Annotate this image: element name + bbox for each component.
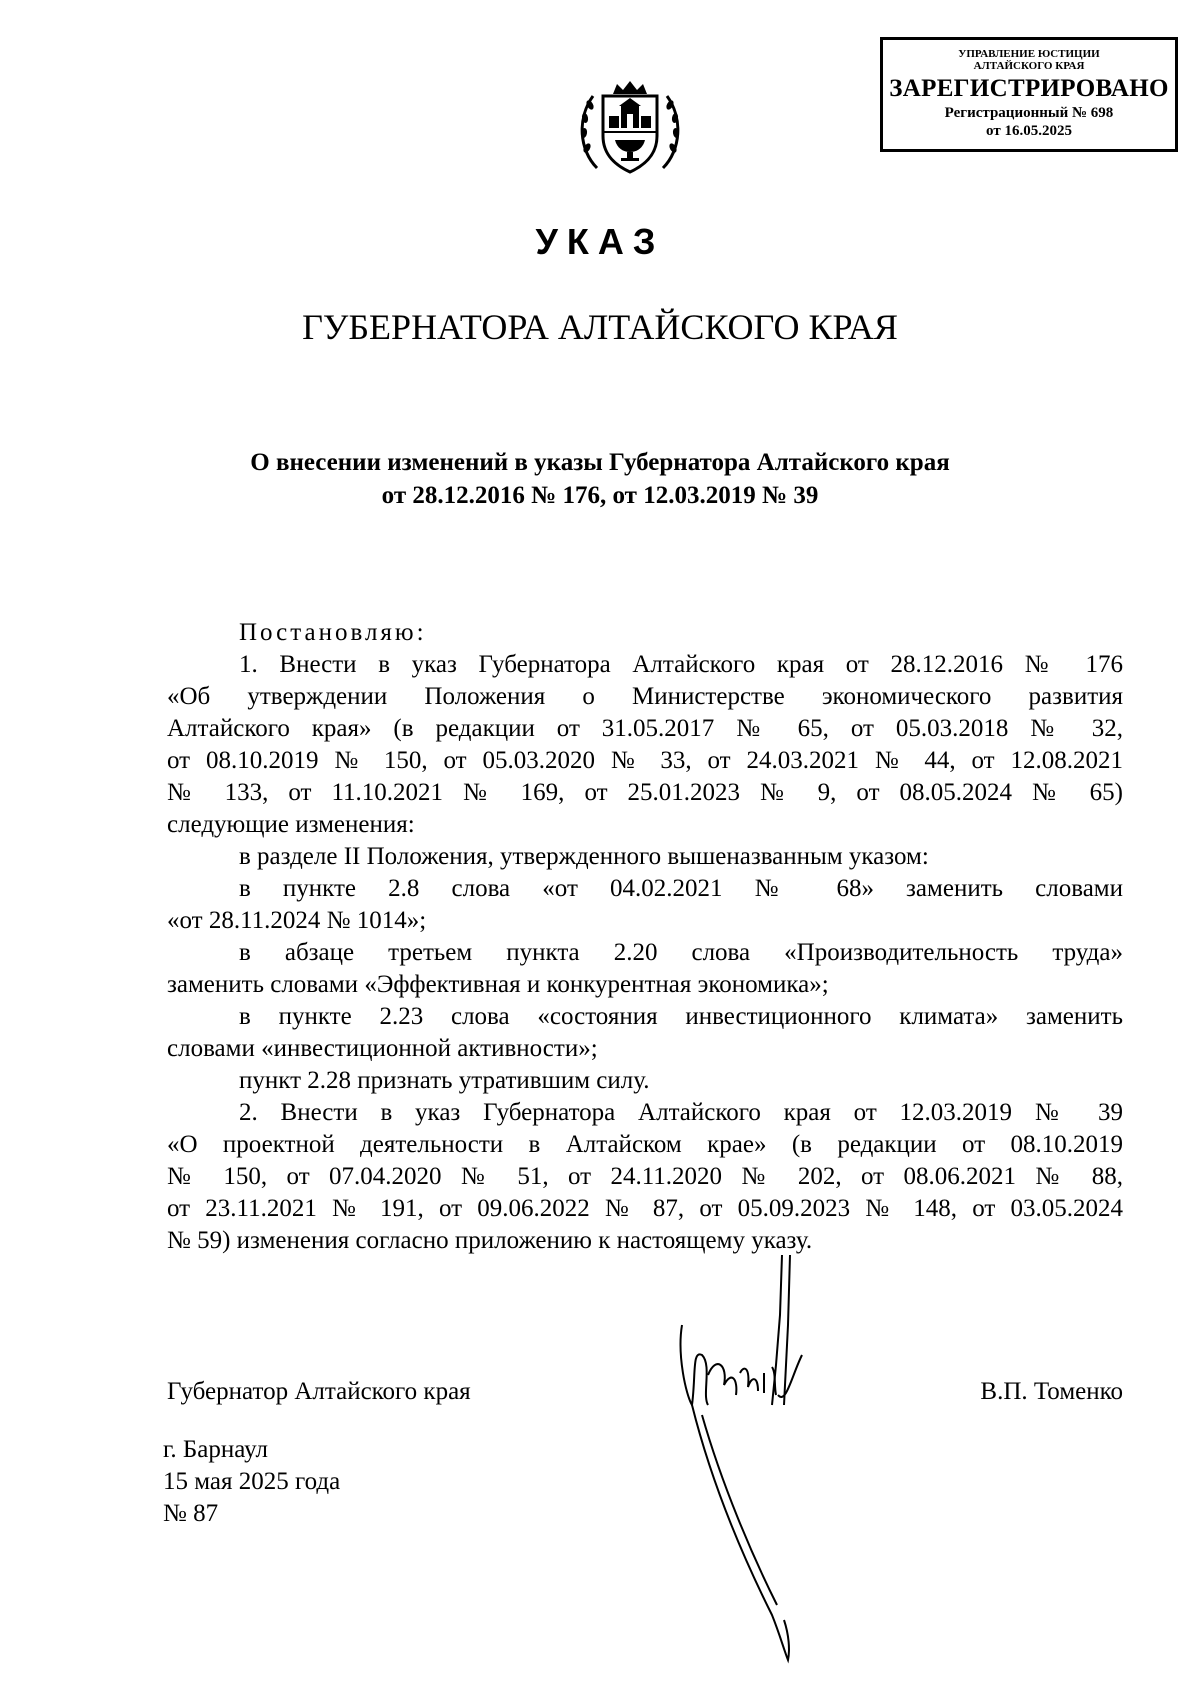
signatory-name: В.П. Томенко [980, 1378, 1123, 1405]
stamp-reg-number: Регистрационный № 698 [944, 105, 1114, 121]
stamp-reg-date: от 16.05.2025 [986, 123, 1072, 139]
body-line: в пункте 2.23 слова «состояния инвестиционного климата» заменить [239, 1003, 1123, 1030]
body-line: Постановляю: [239, 619, 427, 646]
stamp-status: ЗАРЕГИСТРИРОВАНО [889, 75, 1169, 102]
body-line: № 133, от 11.10.2021 № 169, от 25.01.2023 № 9, от 08.05.2024 № 65) [167, 779, 1123, 806]
document-title: УКАЗ [535, 221, 665, 262]
stamp-authority-line1: УПРАВЛЕНИЕ ЮСТИЦИИ [958, 48, 1100, 60]
document-heading [100, 446, 1100, 512]
body-line: от 23.11.2021 № 191, от 09.06.2022 № 87, от 05.09.2023 № 148, от 03.05.2024 [167, 1195, 1123, 1222]
registration-stamp [880, 37, 1178, 152]
body-line: в пункте 2.8 слова «от 04.02.2021 № 68» заменить словами [239, 875, 1123, 902]
heading-line: О внесении изменений в указы Губернатора Алтайского края [250, 449, 950, 476]
issue-date: 15 мая 2025 года [163, 1468, 341, 1495]
body-line: Алтайского края» (в редакции от 31.05.2017 № 65, от 05.03.2018 № 32, [167, 715, 1123, 742]
body-line: следующие изменения: [167, 811, 415, 838]
stamp-authority [883, 48, 1175, 72]
body-line: «от 28.11.2024 № 1014»; [167, 907, 427, 934]
body-line: в абзаце третьем пункта 2.20 слова «Производительность труда» [239, 939, 1123, 966]
body-line: 2. Внести в указ Губернатора Алтайского края от 12.03.2019 № 39 [239, 1099, 1123, 1126]
heading-line: от 28.12.2016 № 176, от 12.03.2019 № 39 [381, 482, 819, 509]
document-subtitle: ГУБЕРНАТОРА АЛТАЙСКОГО КРАЯ [302, 307, 898, 347]
body-line: «О проектной деятельности в Алтайском крае» (в редакции от 08.10.2019 [167, 1131, 1123, 1158]
issue-city: г. Барнаул [163, 1436, 268, 1463]
body-line: заменить словами «Эффективная и конкурентная экономика»; [167, 971, 829, 998]
stamp-authority-line2: АЛТАЙСКОГО КРАЯ [973, 60, 1085, 72]
body-line: «Об утверждении Положения о Министерстве экономического развития [167, 683, 1123, 710]
document-body [167, 617, 1123, 1257]
altai-krai-coat-of-arms-icon [575, 78, 685, 178]
body-line: в разделе II Положения, утвержденного вышеназванным указом: [239, 843, 929, 870]
body-line: от 08.10.2019 № 150, от 05.03.2020 № 33, от 24.03.2021 № 44, от 12.08.2021 [167, 747, 1123, 774]
body-line: 1. Внести в указ Губернатора Алтайского края от 28.12.2016 № 176 [239, 651, 1123, 678]
handwritten-signature-icon [672, 1255, 852, 1675]
place-date-block [163, 1434, 340, 1530]
body-line: пункт 2.28 признать утратившим силу. [239, 1067, 650, 1094]
body-line: № 150, от 07.04.2020 № 51, от 24.11.2020 № 202, от 08.06.2021 № 88, [167, 1163, 1123, 1190]
signatory-position: Губернатор Алтайского края [167, 1378, 471, 1405]
decree-number: № 87 [163, 1500, 219, 1527]
body-line: № 59) изменения согласно приложению к настоящему указу. [167, 1227, 813, 1254]
body-line: словами «инвестиционной активности»; [167, 1035, 598, 1062]
